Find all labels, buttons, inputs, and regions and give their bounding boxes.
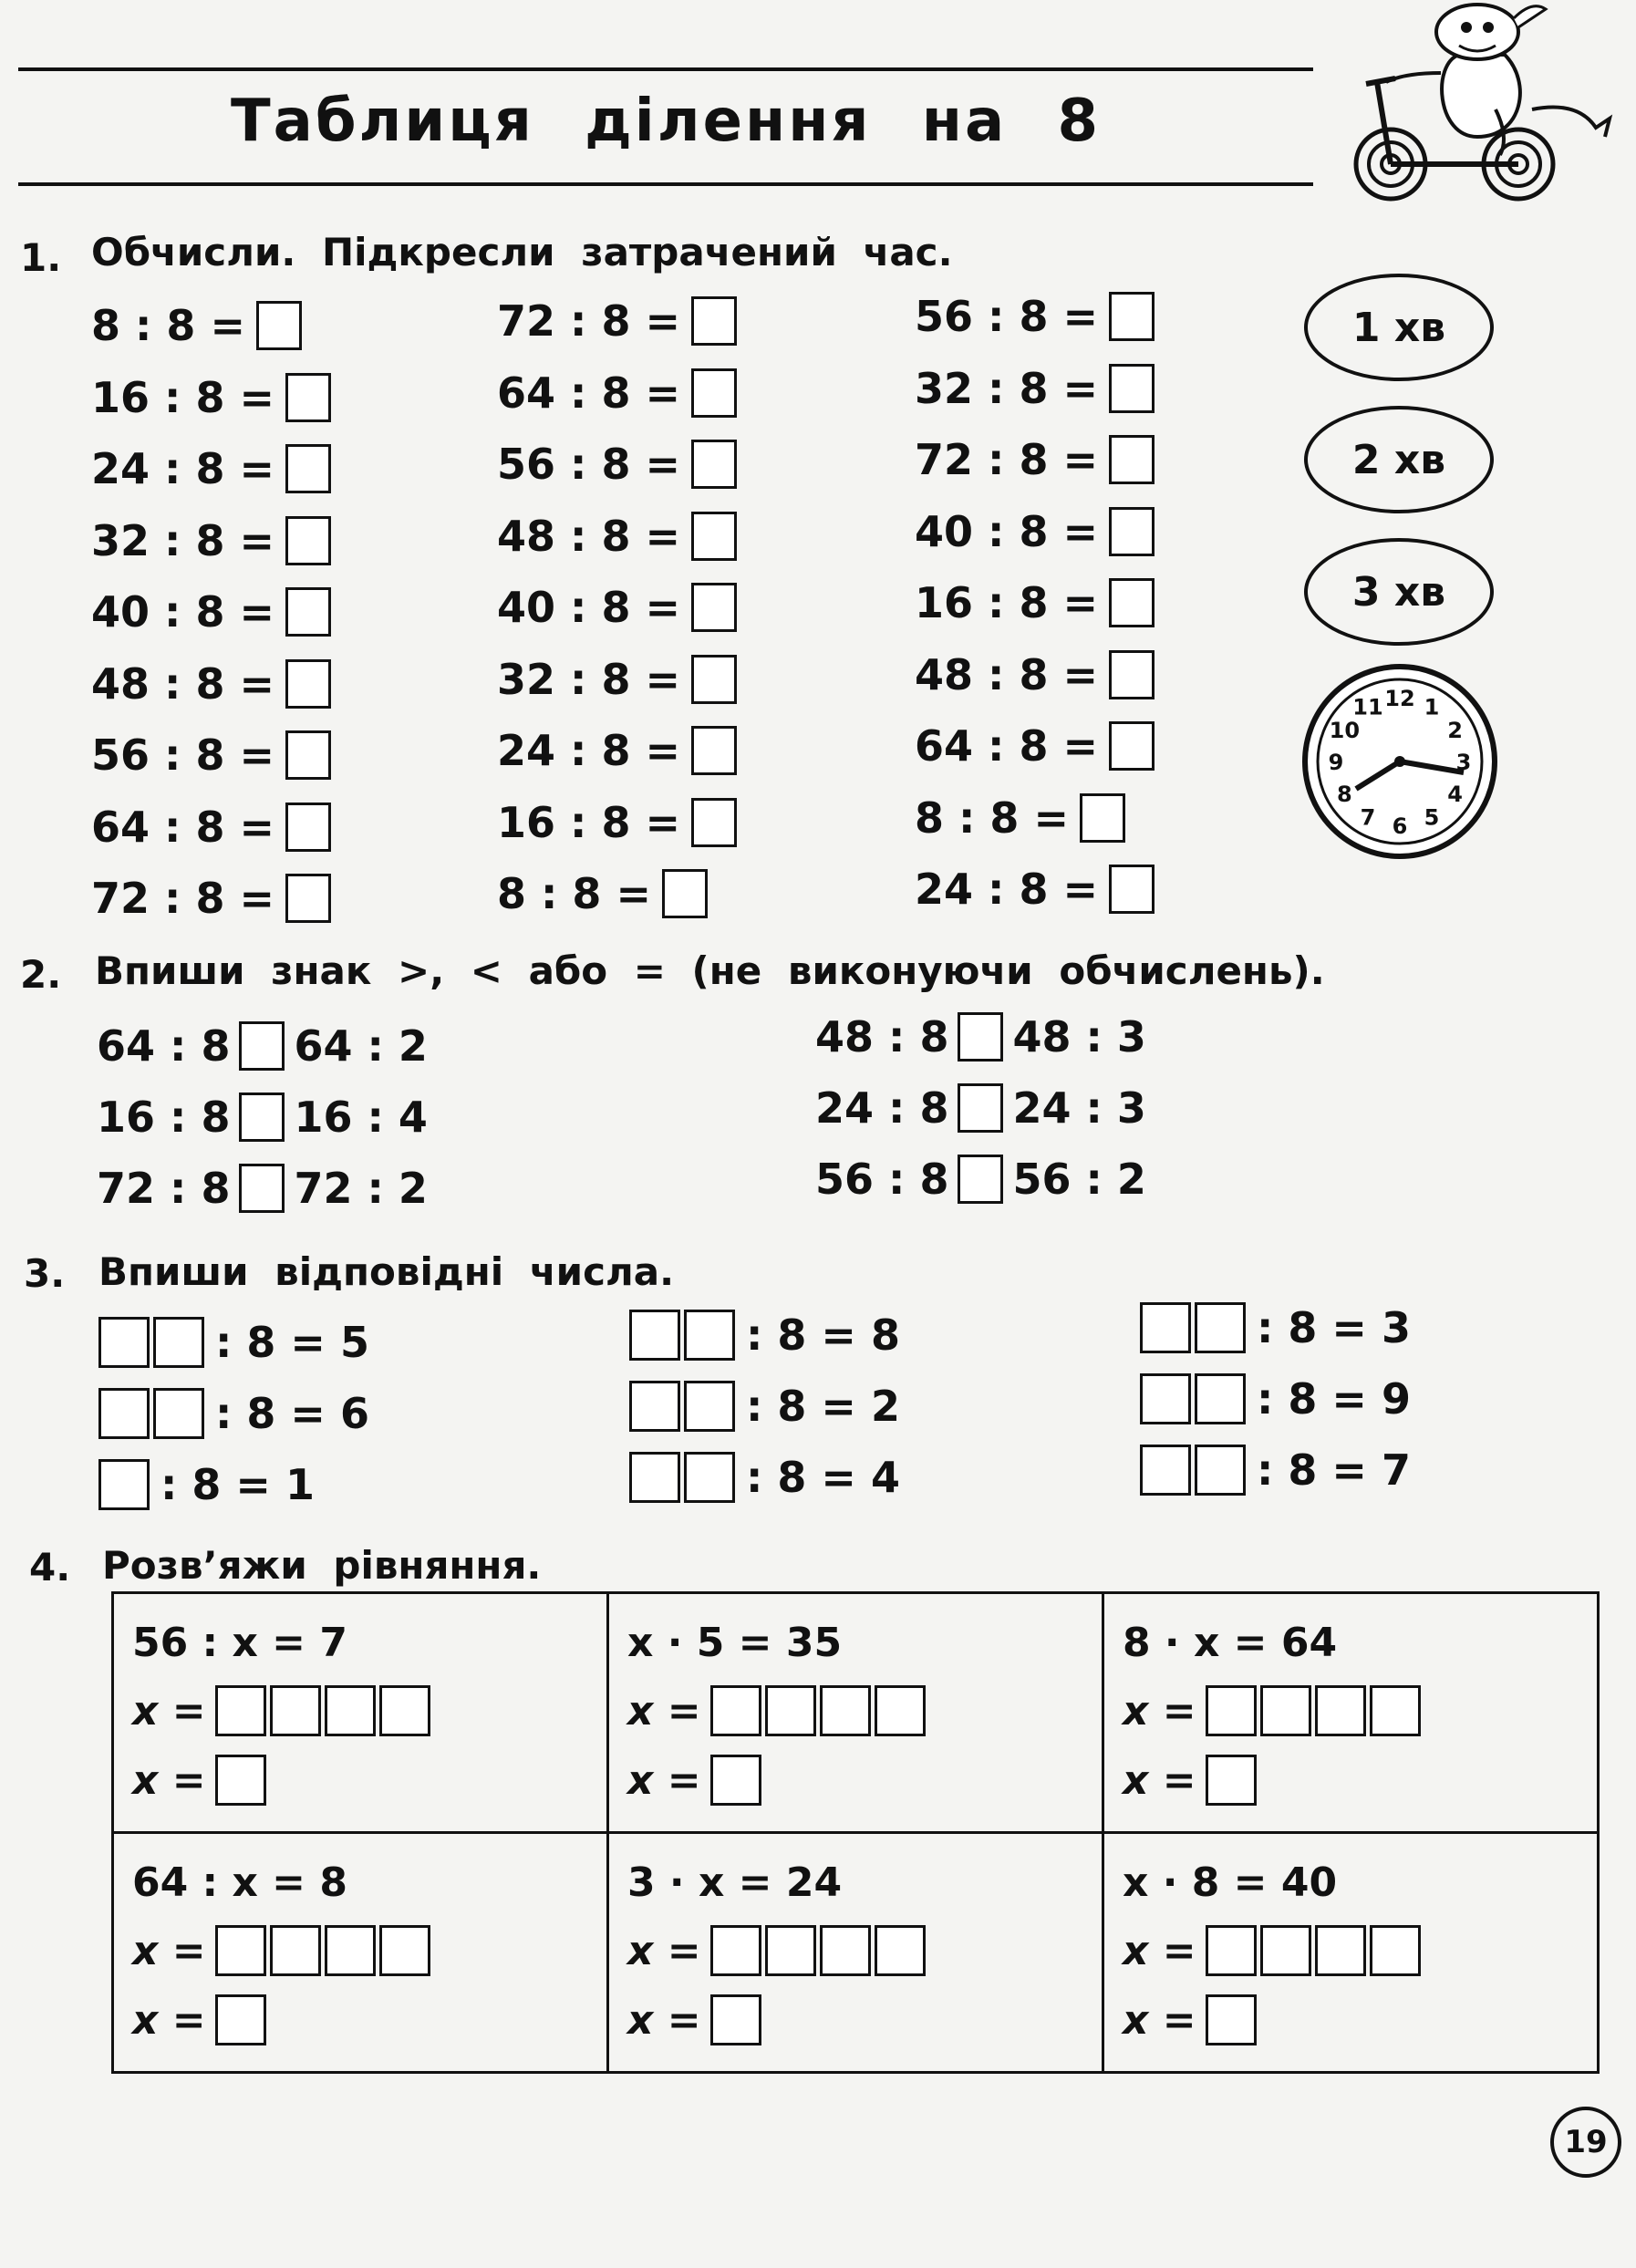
solution-row: x = xyxy=(1123,1994,1260,2045)
answer-box[interactable] xyxy=(691,726,737,775)
answer-box[interactable] xyxy=(270,1925,321,1976)
answer-box[interactable] xyxy=(215,1755,266,1806)
dragon-illustration xyxy=(1350,0,1623,210)
answer-box[interactable] xyxy=(215,1994,266,2045)
sign-box[interactable] xyxy=(958,1083,1003,1133)
answer-box[interactable] xyxy=(1109,364,1155,413)
division-example: 8 : 8 = xyxy=(497,869,708,918)
answer-box[interactable] xyxy=(765,1925,816,1976)
answer-box[interactable] xyxy=(1109,435,1155,484)
task3-number: 3. xyxy=(24,1251,66,1296)
sign-box[interactable] xyxy=(239,1093,285,1142)
clock-number: 3 xyxy=(1455,750,1472,775)
digit-box[interactable] xyxy=(1140,1445,1191,1496)
comparison-row: 48 : 8 48 : 3 xyxy=(815,1012,1146,1062)
clock-number: 7 xyxy=(1360,804,1376,831)
answer-box[interactable] xyxy=(1109,650,1155,699)
answer-box[interactable] xyxy=(662,869,708,918)
comparison-row: 56 : 8 56 : 2 xyxy=(815,1155,1146,1204)
answer-box[interactable] xyxy=(285,587,331,637)
equation-text: 8 · x = 64 xyxy=(1123,1620,1338,1666)
solution-row: x = xyxy=(132,1925,434,1976)
sign-box[interactable] xyxy=(958,1012,1003,1062)
division-example: 24 : 8 = xyxy=(915,865,1155,914)
digit-box[interactable] xyxy=(1195,1302,1246,1353)
answer-box[interactable] xyxy=(270,1685,321,1736)
task1-instruction: Обчисли. Підкресли затрачений час. xyxy=(91,230,953,274)
time-option-2[interactable]: 2 хв xyxy=(1304,406,1494,513)
division-example: 16 : 8 = xyxy=(91,373,331,422)
division-example: 64 : 8 = xyxy=(91,803,331,852)
solution-row: x = xyxy=(627,1994,765,2045)
division-example: 48 : 8 = xyxy=(497,512,737,561)
title-bottom-rule xyxy=(18,182,1313,186)
answer-box[interactable] xyxy=(1370,1925,1421,1976)
page-number: 19 xyxy=(1550,2107,1621,2178)
answer-box[interactable] xyxy=(1206,1755,1257,1806)
answer-box[interactable] xyxy=(710,1685,761,1736)
task4-number: 4. xyxy=(29,1545,71,1590)
missing-number-row: : 8 = 3 xyxy=(1140,1302,1411,1353)
division-example: 16 : 8 = xyxy=(497,798,737,847)
answer-box[interactable] xyxy=(325,1685,376,1736)
answer-box[interactable] xyxy=(691,583,737,632)
division-example: 40 : 8 = xyxy=(915,507,1155,556)
digit-box[interactable] xyxy=(684,1310,735,1361)
time-option-1[interactable]: 1 хв xyxy=(1304,274,1494,381)
answer-box[interactable] xyxy=(1080,793,1125,843)
missing-number-row: : 8 = 4 xyxy=(629,1452,900,1503)
division-example: 64 : 8 = xyxy=(497,368,737,418)
answer-box[interactable] xyxy=(710,1755,761,1806)
answer-box[interactable] xyxy=(691,512,737,561)
clock-number: 6 xyxy=(1392,813,1408,839)
answer-box[interactable] xyxy=(379,1925,430,1976)
digit-box[interactable] xyxy=(629,1452,680,1503)
task3-instruction: Впиши відповідні числа. xyxy=(98,1249,675,1294)
equation-cell xyxy=(1103,1593,1599,1833)
answer-box[interactable] xyxy=(1206,1685,1257,1736)
sign-box[interactable] xyxy=(958,1155,1003,1204)
answer-box[interactable] xyxy=(691,798,737,847)
solution-row: x = xyxy=(132,1755,270,1806)
clock-number: 10 xyxy=(1329,718,1361,743)
division-example: 8 : 8 = xyxy=(91,301,302,350)
equations-table xyxy=(111,1591,1600,2074)
task2-number: 2. xyxy=(20,952,62,997)
clock-number: 9 xyxy=(1328,750,1344,775)
division-example: 72 : 8 = xyxy=(497,296,737,346)
digit-box[interactable] xyxy=(98,1459,150,1510)
answer-box[interactable] xyxy=(285,516,331,565)
equation-text: x · 5 = 35 xyxy=(627,1620,843,1666)
answer-box[interactable] xyxy=(691,296,737,346)
division-example: 40 : 8 = xyxy=(91,587,331,637)
answer-box[interactable] xyxy=(1109,507,1155,556)
page-title: Таблиця ділення на 8 xyxy=(231,88,1101,155)
sign-box[interactable] xyxy=(239,1164,285,1213)
division-example: 72 : 8 = xyxy=(915,435,1155,484)
answer-box[interactable] xyxy=(1109,865,1155,914)
answer-box[interactable] xyxy=(285,730,331,780)
digit-box[interactable] xyxy=(684,1452,735,1503)
digit-box[interactable] xyxy=(98,1317,150,1368)
division-example: 32 : 8 = xyxy=(497,655,737,704)
division-example: 56 : 8 = xyxy=(497,440,737,489)
comparison-row: 64 : 8 64 : 2 xyxy=(97,1021,428,1071)
answer-box[interactable] xyxy=(1260,1685,1311,1736)
digit-box[interactable] xyxy=(629,1310,680,1361)
missing-number-row: : 8 = 5 xyxy=(98,1317,369,1368)
clock-number: 1 xyxy=(1424,694,1440,720)
division-example: 72 : 8 = xyxy=(91,874,331,923)
division-example: 24 : 8 = xyxy=(497,726,737,775)
answer-box[interactable] xyxy=(215,1685,266,1736)
answer-box[interactable] xyxy=(1370,1685,1421,1736)
answer-box[interactable] xyxy=(285,659,331,709)
solution-row: x = xyxy=(627,1925,929,1976)
answer-box[interactable] xyxy=(1315,1925,1366,1976)
digit-box[interactable] xyxy=(153,1388,204,1439)
answer-box[interactable] xyxy=(1109,578,1155,627)
task1-number: 1. xyxy=(20,235,62,280)
answer-box[interactable] xyxy=(1315,1685,1366,1736)
equation-text: x · 8 = 40 xyxy=(1123,1859,1338,1906)
division-example: 24 : 8 = xyxy=(91,444,331,493)
answer-box[interactable] xyxy=(875,1685,926,1736)
equation-text: 64 : x = 8 xyxy=(132,1859,347,1906)
answer-box[interactable] xyxy=(285,803,331,852)
comparison-row: 16 : 8 16 : 4 xyxy=(97,1093,428,1142)
division-example: 40 : 8 = xyxy=(497,583,737,632)
missing-number-row: : 8 = 7 xyxy=(1140,1445,1411,1496)
task4-instruction: Розв’яжи рівняння. xyxy=(102,1543,542,1588)
answer-box[interactable] xyxy=(285,373,331,422)
clock-number: 12 xyxy=(1384,686,1415,711)
digit-box[interactable] xyxy=(1195,1373,1246,1424)
answer-box[interactable] xyxy=(765,1685,816,1736)
comparison-row: 24 : 8 24 : 3 xyxy=(815,1083,1146,1133)
answer-box[interactable] xyxy=(1109,292,1155,341)
answer-box[interactable] xyxy=(820,1685,871,1736)
equation-cell xyxy=(608,1593,1103,1833)
division-example: 56 : 8 = xyxy=(915,292,1155,341)
digit-box[interactable] xyxy=(629,1381,680,1432)
solution-row: x = xyxy=(627,1755,765,1806)
answer-box[interactable] xyxy=(820,1925,871,1976)
division-example: 32 : 8 = xyxy=(915,364,1155,413)
answer-box[interactable] xyxy=(285,874,331,923)
equation-text: 3 · x = 24 xyxy=(627,1859,843,1906)
solution-row: x = xyxy=(1123,1685,1424,1736)
division-example: 48 : 8 = xyxy=(915,650,1155,699)
division-example: 8 : 8 = xyxy=(915,793,1125,843)
digit-box[interactable] xyxy=(1195,1445,1246,1496)
division-example: 32 : 8 = xyxy=(91,516,331,565)
answer-box[interactable] xyxy=(285,444,331,493)
answer-box[interactable] xyxy=(1109,721,1155,771)
equation-cell xyxy=(608,1833,1103,2073)
missing-number-row: : 8 = 6 xyxy=(98,1388,369,1439)
task2-instruction: Впиши знак >, < або = (не виконуючи обчислень). xyxy=(95,948,1325,993)
sign-box[interactable] xyxy=(239,1021,285,1071)
digit-box[interactable] xyxy=(1140,1302,1191,1353)
time-option-3[interactable]: 3 хв xyxy=(1304,538,1494,646)
solution-row: x = xyxy=(132,1685,434,1736)
answer-box[interactable] xyxy=(710,1994,761,2045)
missing-number-row: : 8 = 8 xyxy=(629,1310,900,1361)
answer-box[interactable] xyxy=(710,1925,761,1976)
division-example: 16 : 8 = xyxy=(915,578,1155,627)
missing-number-row: : 8 = 9 xyxy=(1140,1373,1411,1424)
division-example: 64 : 8 = xyxy=(915,721,1155,771)
answer-box[interactable] xyxy=(691,655,737,704)
answer-box[interactable] xyxy=(325,1925,376,1976)
clock-number: 11 xyxy=(1352,694,1383,720)
solution-row: x = xyxy=(1123,1925,1424,1976)
digit-box[interactable] xyxy=(1140,1373,1191,1424)
solution-row: x = xyxy=(132,1994,270,2045)
clock-number: 5 xyxy=(1424,804,1440,831)
title-top-rule xyxy=(18,67,1313,71)
division-example: 56 : 8 = xyxy=(91,730,331,780)
clock-number: 4 xyxy=(1447,782,1463,807)
clock-number: 8 xyxy=(1337,782,1352,807)
equation-cell xyxy=(113,1593,608,1833)
answer-box[interactable] xyxy=(875,1925,926,1976)
equation-cell xyxy=(1103,1833,1599,2073)
missing-number-row: : 8 = 2 xyxy=(629,1381,900,1432)
digit-box[interactable] xyxy=(153,1317,204,1368)
equation-cell xyxy=(113,1833,608,2073)
clock-number: 2 xyxy=(1447,718,1463,743)
answer-box[interactable] xyxy=(1260,1925,1311,1976)
solution-row: x = xyxy=(1123,1755,1260,1806)
digit-box[interactable] xyxy=(684,1381,735,1432)
answer-box[interactable] xyxy=(691,368,737,418)
answer-box[interactable] xyxy=(379,1685,430,1736)
answer-box[interactable] xyxy=(1206,1994,1257,2045)
missing-number-row: : 8 = 1 xyxy=(98,1459,315,1510)
solution-row: x = xyxy=(627,1685,929,1736)
digit-box[interactable] xyxy=(98,1388,150,1439)
division-example: 48 : 8 = xyxy=(91,659,331,709)
equation-text: 56 : x = 7 xyxy=(132,1620,347,1666)
answer-box[interactable] xyxy=(1206,1925,1257,1976)
comparison-row: 72 : 8 72 : 2 xyxy=(97,1164,428,1213)
clock-icon xyxy=(1299,661,1500,862)
answer-box[interactable] xyxy=(691,440,737,489)
answer-box[interactable] xyxy=(215,1925,266,1976)
answer-box[interactable] xyxy=(256,301,302,350)
